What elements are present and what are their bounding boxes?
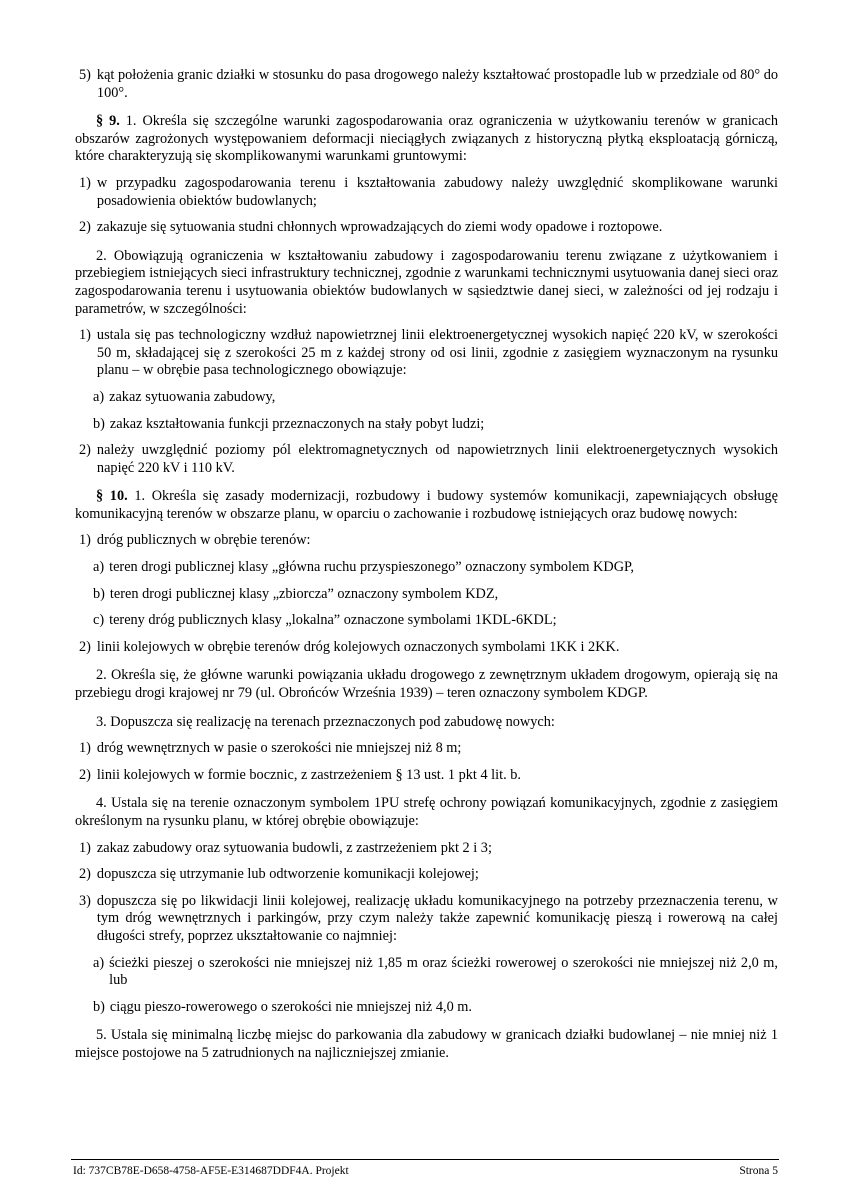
paragraph-s9-2: 2. Obowiązują ograniczenia w kształtowaniu zabudowy i zagospodarowaniu terenu związane z użytkowaniem i przebiegiem istniejących sieci infrastruktury technicznej, zgodnie z warunkami technicznymi usytuowania danej sieci oraz zagospodarowania terenu i usytuowania obiektów budowlanych w sąsiedztwie danej sieci, w zależności od jej rodzaju i parametrów, w szczególności: (75, 247, 778, 317)
item-text: dróg publicznych w obrębie terenów: (96, 532, 311, 549)
list-subitem (75, 955, 778, 990)
footer-divider (71, 1159, 779, 1160)
section-mark: § 9. (96, 113, 120, 130)
item-text: zakaz sytuowania zabudowy, (109, 388, 276, 405)
paragraph-s9-1 (75, 113, 778, 166)
item-text: dopuszcza się po likwidacji linii kolejowej, realizację układu komunikacyjnego na potrzeby przeznaczenia terenu, w tym dróg wewnętrznych i parkingów, przy czym należy także zapewnić komunikację pieszą i rowerową na całej długości strefy, poprzez ukształtowanie co najmniej: (96, 892, 778, 944)
section-mark: § 10. (96, 488, 128, 505)
item-number: 1) (79, 532, 91, 549)
list-item (75, 639, 778, 657)
list-item (75, 175, 778, 210)
item-text: tereny dróg publicznych klasy „lokalna” oznaczone symbolami 1KDL-6KDL; (109, 612, 557, 629)
paragraph-s10-4: 4. Ustala się na terenie oznaczonym symbolem 1PU strefę ochrony powiązań komunikacyjnych, zgodnie z zasięgiem określonym na rysunku planu, w której obrębie obowiązuje: (75, 795, 778, 829)
item-text: ciągu pieszo-rowerowego o szerokości nie mniejszej niż 4,0 m. (109, 998, 472, 1015)
list-item (75, 893, 778, 946)
item-number: 2) (79, 866, 91, 883)
item-letter: a) (93, 559, 105, 576)
document-id: Id: 737CB78E-D658-4758-AF5E-E314687DDF4A. Projekt (73, 1165, 349, 1177)
paragraph-s10-5: 5. Ustala się minimalną liczbę miejsc do parkowania dla zabudowy w granicach działki budowlanej – nie mniej niż 1 miejsce postojowe na 5 zatrudnionych na najliczniejszej zmianie. (75, 1027, 778, 1061)
list-subitem (75, 612, 778, 630)
item-text: kąt położenia granic działki w stosunku do pasa drogowego należy kształtować prostopadle lub w przedziale od 80° do 100°. (96, 67, 778, 101)
item-text: należy uwzględnić poziomy pól elektromagnetycznych od napowietrznych linii elektroenergetycznych wysokich napięć 220 kV i 110 kV. (96, 442, 778, 476)
item-number: 2) (79, 219, 91, 236)
item-number: 1) (79, 327, 91, 344)
list-item (75, 532, 778, 550)
list-subitem (75, 389, 778, 407)
item-text: zakazuje się sytuowania studni chłonnych wprowadzających do ziemi wody opadowe i roztopowe. (96, 219, 663, 236)
page-number: Strona 5 (739, 1165, 778, 1177)
item-number: 2) (79, 442, 91, 459)
list-item (75, 866, 778, 884)
list-subitem (75, 416, 778, 434)
item-text: ścieżki pieszej o szerokości nie mniejszej niż 1,85 m oraz ścieżki rowerowej o szerokości nie mniejszej niż 2,0 m, lub (109, 954, 778, 989)
document-body (75, 67, 778, 1063)
item-letter: b) (93, 585, 105, 602)
paragraph-text: 1. Określa się zasady modernizacji, rozbudowy i budowy systemów komunikacji, zapewniających obsługę komunikacyjną terenów w obszarze planu, w oparciu o zachowanie i rozbudowę istniejących oraz budowę nowych: (75, 488, 778, 522)
list-subitem (75, 586, 778, 604)
item-letter: b) (93, 415, 105, 432)
item-text: zakaz kształtowania funkcji przeznaczonych na stały pobyt ludzi; (109, 415, 485, 432)
item-letter: c) (93, 612, 105, 629)
item-number: 5) (79, 67, 91, 83)
list-item (75, 767, 778, 785)
item-text: teren drogi publicznej klasy „zbiorcza” oznaczony symbolem KDZ, (109, 585, 499, 602)
item-text: dróg wewnętrznych w pasie o szerokości nie mniejszej niż 8 m; (96, 740, 462, 757)
item-number: 2) (79, 766, 91, 783)
item-number: 1) (79, 740, 91, 757)
item-text: w przypadku zagospodarowania terenu i kształtowania zabudowy należy uwzględnić skomplikowane warunki posadowienia obiektów budowlanych; (96, 174, 778, 209)
list-item (75, 67, 778, 102)
item-text: ustala się pas technologiczny wzdłuż napowietrznej linii elektroenergetycznej wysokich napięć 220 kV, w szerokości 50 m, składającej się z szerokości 25 m z każdej strony od osi linii, zgodnie z zasięgiem wyznaczonym na rysunku planu – w obrębie pasa technologicznego obowiązuje: (96, 327, 778, 379)
paragraph-s10-2: 2. Określa się, że główne warunki powiązania układu drogowego z zewnętrznym układem drogowym, opierają się na przebiegu drogi krajowej nr 79 (ul. Obrońców Września 1939) – teren oznaczony symbolem KDGP. (75, 667, 778, 702)
item-number: 1) (79, 174, 91, 191)
item-letter: a) (93, 954, 105, 971)
paragraph-text: 1. Określa się szczególne warunki zagospodarowania oraz ograniczenia w użytkowaniu terenów w granicach obszarów zagrożonych występowaniem deformacji nieciągłych związanych z historyczną płytką eksploatacją górniczą, które charakteryzują się skomplikowanymi warunkami gruntowymi: (75, 113, 778, 165)
list-item (75, 740, 778, 758)
item-number: 3) (79, 892, 91, 909)
list-subitem (75, 999, 778, 1017)
item-text: zakaz zabudowy oraz sytuowania budowli, z zastrzeżeniem pkt 2 i 3; (96, 839, 492, 856)
list-item (75, 840, 778, 858)
item-letter: a) (93, 388, 105, 405)
list-item (75, 442, 778, 477)
item-text: teren drogi publicznej klasy „główna ruchu przyspieszonego” oznaczony symbolem KDGP, (109, 559, 634, 576)
item-text: linii kolejowych w obrębie terenów dróg kolejowych oznaczonych symbolami 1KK i 2KK. (96, 638, 620, 655)
item-text: linii kolejowych w formie bocznic, z zastrzeżeniem § 13 ust. 1 pkt 4 lit. b. (96, 766, 521, 783)
item-letter: b) (93, 998, 105, 1015)
list-item (75, 327, 778, 380)
paragraph-s10-3: 3. Dopuszcza się realizację na terenach przeznaczonych pod zabudowę nowych: (96, 713, 555, 730)
list-item (75, 219, 778, 237)
item-text: dopuszcza się utrzymanie lub odtworzenie komunikacji kolejowej; (96, 866, 479, 883)
item-number: 1) (79, 839, 91, 856)
item-number: 2) (79, 638, 91, 655)
paragraph-s10-1 (75, 488, 778, 523)
list-subitem (75, 559, 778, 577)
